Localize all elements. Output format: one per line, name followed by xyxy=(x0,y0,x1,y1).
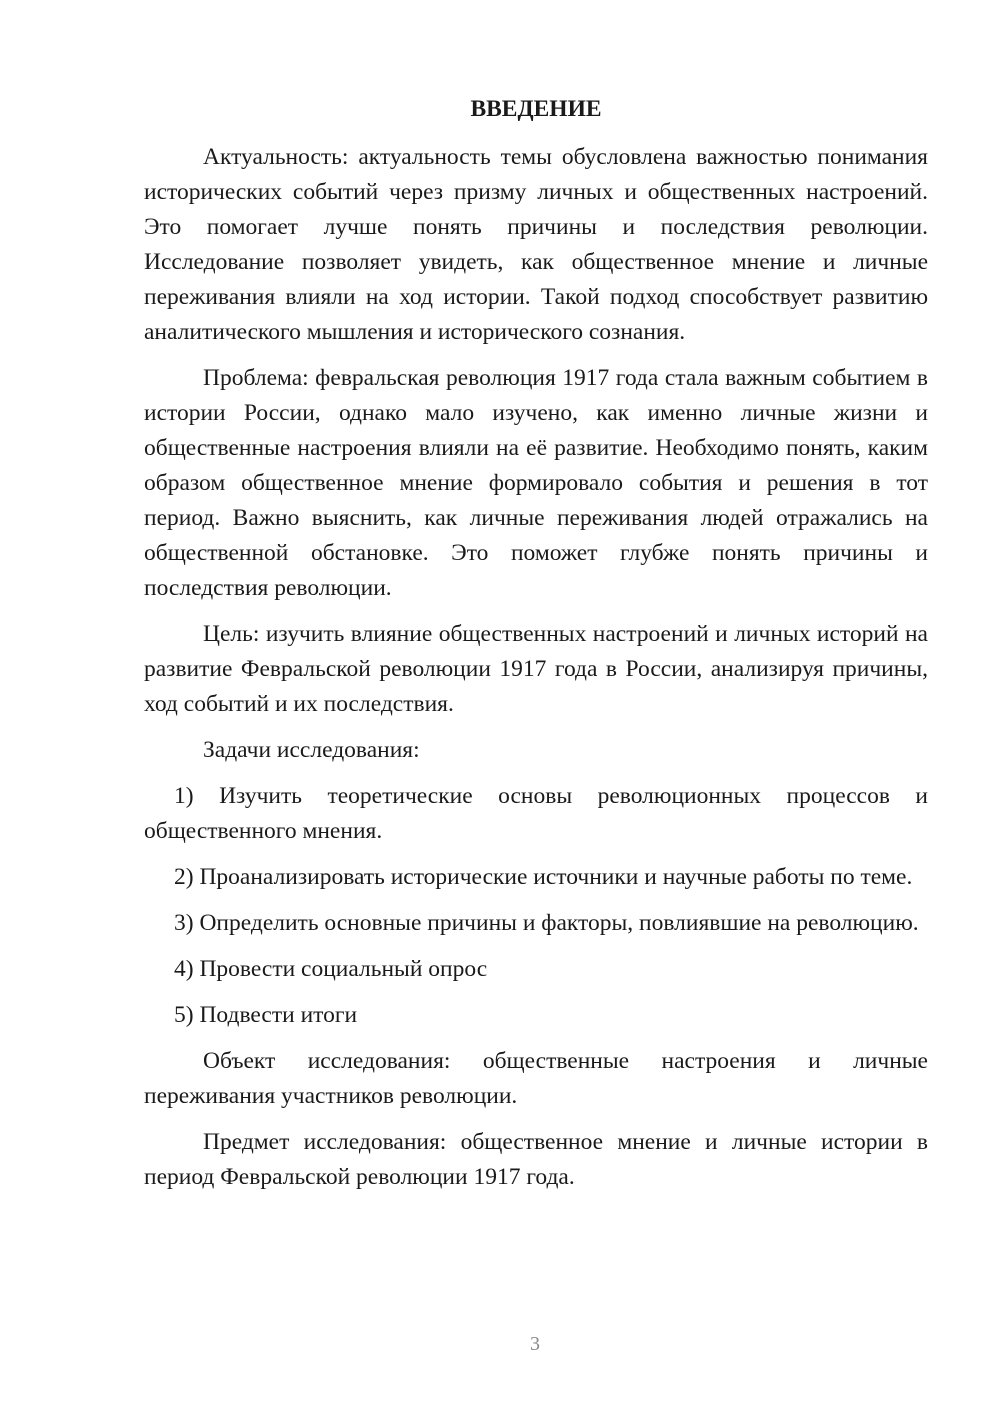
task-item: 3) Определить основные причины и факторы, повлиявшие на революцию. xyxy=(174,910,919,936)
task-item: 2) Проанализировать исторические источники и научные работы по теме. xyxy=(174,864,913,890)
goal-paragraph: Цель: изучить влияние общественных настроений и личных историй на развитие Февральской революции 1917 года в России, анализируя причины, ход событий и их последствия. xyxy=(144,621,928,717)
task-item: 1) Изучить теоретические основы революционных процессов и общественного мнения. xyxy=(144,783,928,844)
document-page xyxy=(144,92,928,1206)
page-number: 3 xyxy=(530,1333,540,1355)
task-item: 5) Подвести итоги xyxy=(174,1002,358,1028)
task-item: 4) Провести социальный опрос xyxy=(174,956,488,982)
tasks-heading: Задачи исследования: xyxy=(203,737,420,763)
object-paragraph: Объект исследования: общественные настроения и личные переживания участников революции. xyxy=(144,1048,928,1109)
section-title: ВВЕДЕНИЕ xyxy=(470,96,602,122)
problem-paragraph: Проблема: февральская революция 1917 года стала важным событием в истории России, однако мало изучено, как именно личные жизни и общественные настроения влияли на её развитие. Необходимо понять, каким образом общественное мнение формировало события и решения в тот период. Важно выяснить, как личные переживания людей отражались на общественной обстановке. Это поможет глубже понять причины и последствия революции. xyxy=(144,365,928,601)
relevance-paragraph: Актуальность: актуальность темы обусловлена важностью понимания исторических событий через призму личных и общественных настроений. Это помогает лучше понять причины и последствия революции. Исследование позволяет увидеть, как общественное мнение и личные переживания влияли на ход истории. Такой подход способствует развитию аналитического мышления и исторического сознания. xyxy=(144,144,928,345)
subject-paragraph: Предмет исследования: общественное мнение и личные истории в период Февральской революции 1917 года. xyxy=(144,1129,928,1190)
